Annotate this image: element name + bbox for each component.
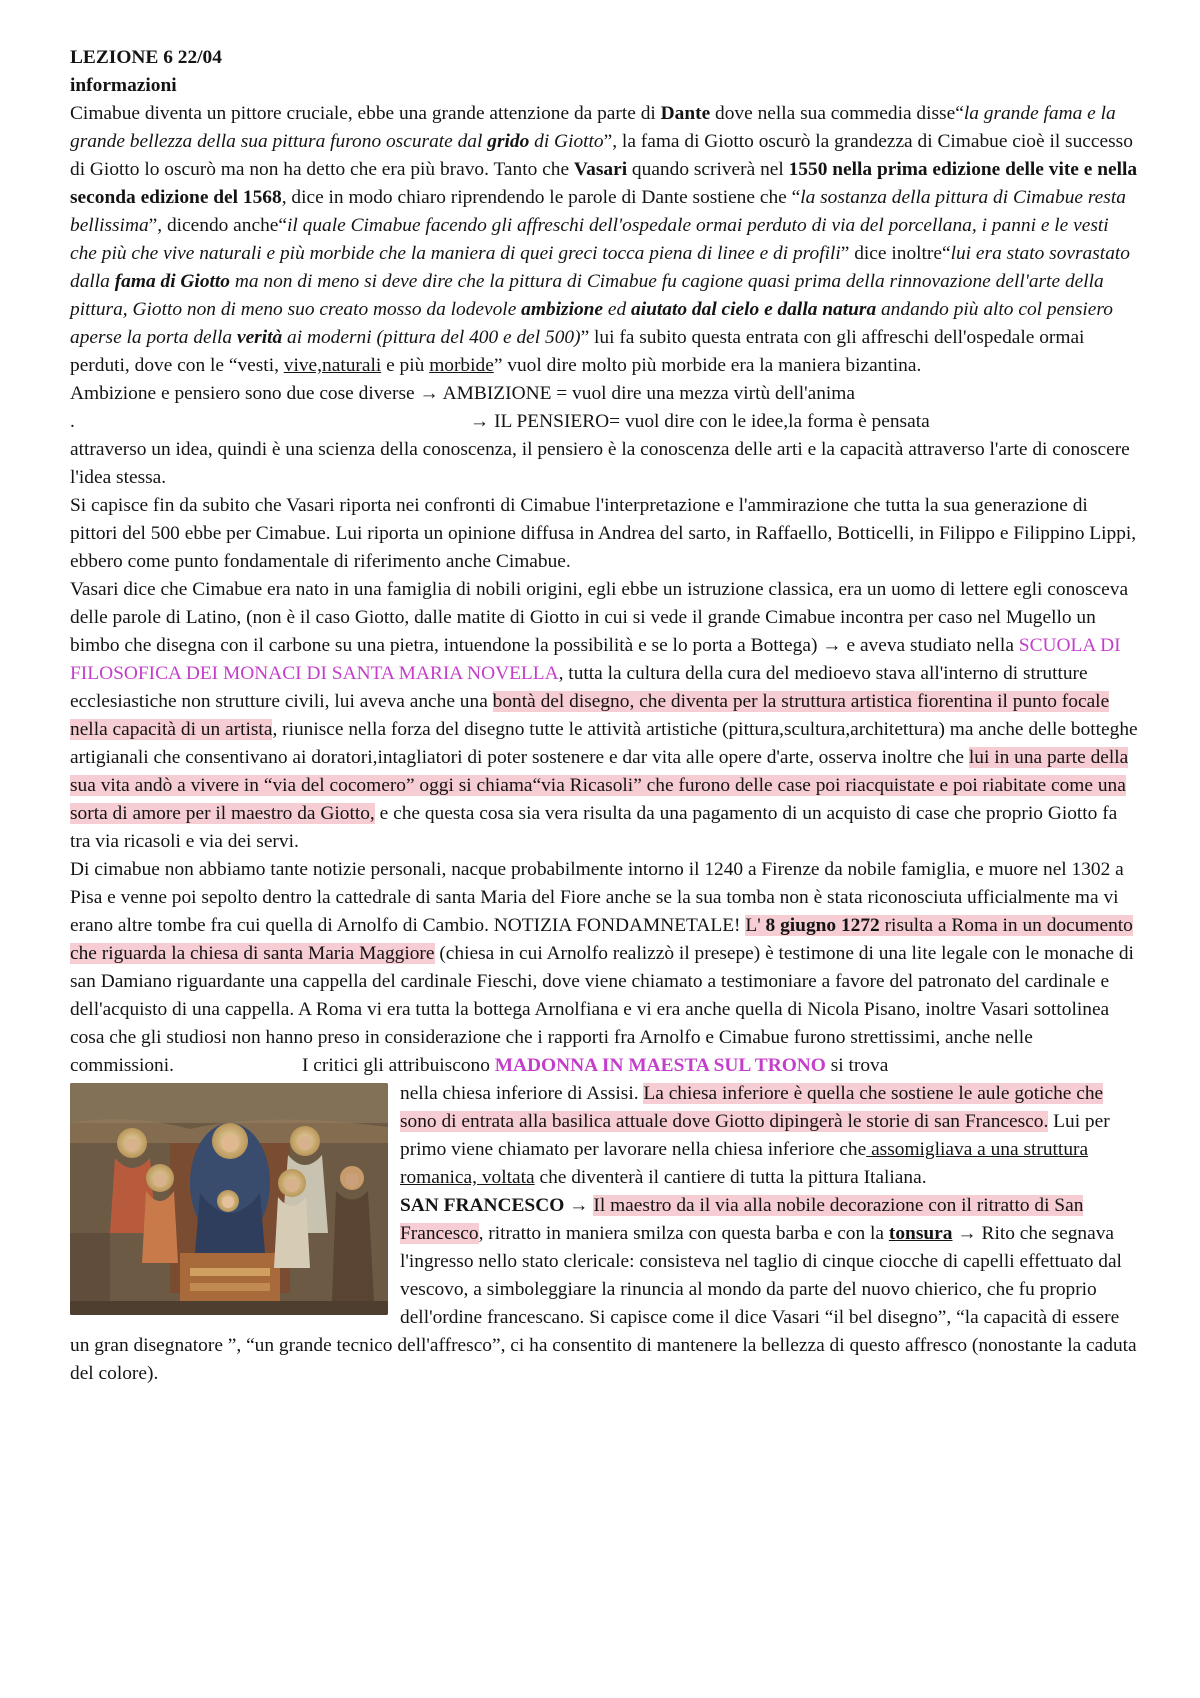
lesson-title: LEZIONE 6 22/04 (70, 47, 222, 68)
pensiero-continuation: attraverso un idea, quindi è una scienza della conoscenza, il pensiero è la conoscenza delle arti e la capacità attraverso l'arte di conoscere l'idea stessa. (70, 439, 1130, 488)
paragraph-chiesa-inferiore: nella chiesa inferiore di Assisi. La chiesa inferiore è quella che sostiene le aule gotiche che sono di entrata alla basilica attuale dove Giotto dipingerà le storie di san Francesco. Lui per primo viene chiamato per lavorare nella chiesa inferiore che assomigliava a una struttura romanica, voltata che diventerà il cantiere di tutta la pittura Italiana. (400, 1083, 1110, 1188)
fresco-madonna-image (70, 1083, 388, 1315)
paragraph-notizie-personali: Di cimabue non abbiamo tante notizie personali, nacque probabilmente intorno il 1240 a Firenze da nobile famiglia, e muore nel 1302 a Pisa e venne poi sepolto dentro la cattedrale di santa Maria del Fiore anche se la sua tomba non è stata riconosciuta ufficialmente ma vi erano altre tombe fra cui quella di Arnolfo di Cambio. NOTIZIA FONDAMNETALE! L' 8 giugno 1272 risulta a Roma in un documento che riguarda la chiesa di santa Maria Maggiore (chiesa in cui Arnolfo realizzò il presepe) è testimone di una lite legale con le monache di san Damiano riguardante una cappella del cardinale Fieschi, dove viene chiamato a testimoniare a favore del patronato del cardinale e dell'acquisto di una cappella. A Roma vi era tutta la bottega Arnolfiana e vi era anche quella di Nicola Pisano, inoltre Vasari sottolinea cosa che gli studiosi non hanno preso in considerazione che i rapporti fra Arnolfo e Cimabue furono strettissimi, anche nelle commissioni. I critici gli attribuiscono MADONNA IN MAESTA SUL TRONO si trova (70, 859, 1134, 1076)
section-heading: informazioni (70, 75, 177, 96)
paragraph-generazione-500: Si capisce fin da subito che Vasari riporta nei confronti di Cimabue l'interpretazione e l'ammirazione che tutta la sua generazione di pittori del 500 ebbe per Cimabue. Lui riporta un opinione diffusa in Andrea del sarto, in Raffaello, Botticelli, in Filippo e Filippino Lippi, ebbero come punto fondamentale di riferimento anche Cimabue. (70, 495, 1137, 572)
paragraph-san-francesco: SAN FRANCESCO → Il maestro da il via alla nobile decorazione con il ritratto di San Francesco, ritratto in maniera smilza con questa barba e con la tonsura → Rito che segnava l'ingresso nello stato clericale: consisteva nel taglio di cinque ciocche di capelli effettuato dal vescovo, a simboleggiare la rinuncia al mondo da parte del nuovo chierico, che fu proprio dell'ordine francescano. Si capisce come il dice Vasari “il bel disegno”, “la capacità di essere un gran disegnatore ”, “un grande tecnico dell'affresco”, ci ha consentito di mantenere la bellezza di questo affresco (nonostante la caduta del colore). (70, 1195, 1137, 1384)
document-page (70, 44, 1140, 1388)
paragraph-dante-vasari: Cimabue diventa un pittore cruciale, ebbe una grande attenzione da parte di Dante dove nella sua commedia disse“la grande fama e la grande bellezza della sua pittura furono oscurate dal grido di Giotto”, la fama di Giotto oscurò la grandezza di Cimabue cioè il successo di Giotto lo oscurò ma non ha detto che era più bravo. Tanto che Vasari quando scriverà nel 1550 nella prima edizione delle vite e nella seconda edizione del 1568, dice in modo chiaro riprendendo le parole di Dante sostiene che “la sostanza della pittura di Cimabue resta bellissima”, dicendo anche“il quale Cimabue facendo gli affreschi dell'ospedale ormai perduto di via del porcellana, i panni e le vesti che più che vive naturali e più morbide che la maniera di quei greci tocca piena di linee e di profili” dice inoltre“lui era stato sovrastato dalla fama di Giotto ma non di meno si deve dire che la pittura di Cimabue fu cagione quasi prima della rinnovazione dell'arte della pittura, Giotto non di meno suo creato mosso da lodevole ambizione ed aiutato dal cielo e dalla natura andando più alto col pensiero aperse la porta della verità ai moderni (pittura del 400 e del 500)” lui fa subito questa entrata con gli affreschi dell'ospedale ormai perduti, dove con le “vesti, vive,naturali e più morbide” vuol dire molto più morbide era la maniera bizantina. (70, 103, 1138, 376)
madonna-in-maesta-fresco-icon (70, 1083, 388, 1315)
paragraph-ambizione-pensiero: Ambizione e pensiero sono due cose diverse → AMBIZIONE = vuol dire una mezza virtù dell'anima (70, 383, 855, 404)
pensiero-line: . → IL PENSIERO= vuol dire con le idee,la forma è pensata (70, 411, 930, 432)
paragraph-origini-cimabue: Vasari dice che Cimabue era nato in una famiglia di nobili origini, egli ebbe un istruzione classica, era un uomo di lettere egli conosceva delle parole di Latino, (non è il caso Giotto, dalle matite di Giotto in cui si vede il grande Cimabue incontra per caso nel Mugello un bimbo che disegna con il carbone su una pietra, intuendone la possibilità e se lo porta a Bottega) → e aveva studiato nella SCUOLA DI FILOSOFICA DEI MONACI DI SANTA MARIA NOVELLA, tutta la cultura della cura del medioevo stava all'interno di strutture ecclesiastiche non strutture civili, lui aveva anche una bontà del disegno, che diventa per la struttura artistica fiorentina il punto focale nella capacità di un artista, riunisce nella forza del disegno tutte le attività artistiche (pittura,scultura,architettura) ma anche delle botteghe artigianali che consentivano ai doratori,intagliatori di poter sostenere e dar vita alle opere d'arte, osserva inoltre che lui in una parte della sua vita andò a vivere in “via del cocomero” oggi si chiama“via Ricasoli” che furono delle case poi riacquistate e poi riabitate come una sorta di amore per il maestro da Giotto, e che questa cosa sia vera risulta da una pagamento di un acquisto di case che proprio Giotto fa tra via ricasoli e via dei servi. (70, 579, 1138, 852)
